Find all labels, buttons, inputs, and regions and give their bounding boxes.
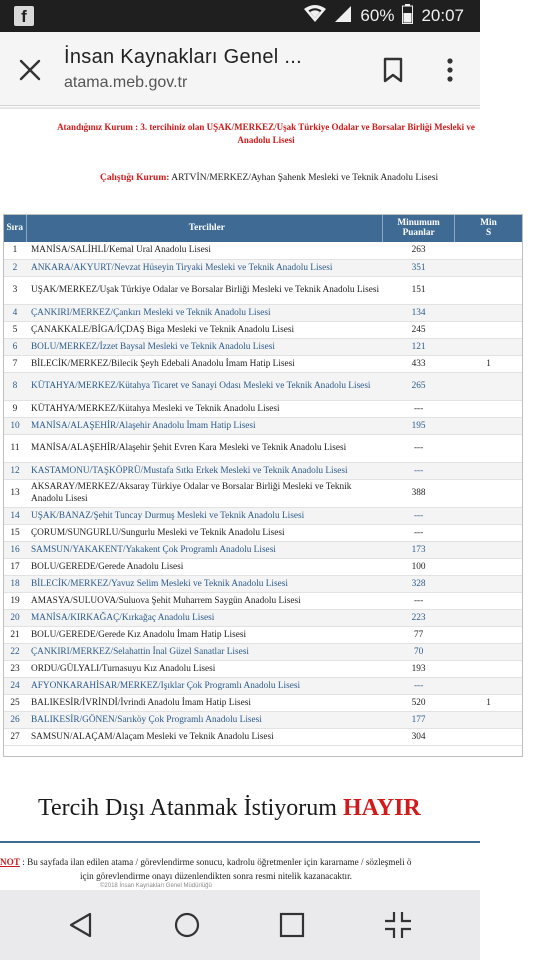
wifi-icon <box>304 5 326 28</box>
header-extra <box>455 214 523 242</box>
back-button[interactable] <box>64 907 100 943</box>
row-min-puan: 223 <box>383 609 455 626</box>
status-bar <box>0 0 480 32</box>
row-tercih[interactable]: KASTAMONU/TAŞKÖPRÜ/Mustafa Sıtkı Erkek Mesleki ve Teknik Anadolu Lisesi <box>27 462 383 479</box>
table-row <box>3 259 523 276</box>
table-row <box>3 462 523 479</box>
row-extra <box>455 541 523 558</box>
row-tercih: UŞAK/MERKEZ/Uşak Türkiye Odalar ve Borsalar Birliği Mesleki ve Teknik Anadolu Lisesi <box>27 276 383 304</box>
table-row <box>3 242 523 259</box>
row-sira: 5 <box>3 321 27 338</box>
note-divider <box>0 841 480 843</box>
table-row <box>3 728 523 745</box>
row-extra <box>455 276 523 304</box>
row-min-puan: 520 <box>383 694 455 711</box>
bookmark-icon <box>378 54 408 86</box>
working-institution <box>100 173 438 183</box>
row-tercih: BALIKESİR/İVRİNDİ/İvrindi Anadolu İmam Hatip Lisesi <box>27 694 383 711</box>
row-sira: 3 <box>3 276 27 304</box>
table-row <box>3 643 523 660</box>
row-min-puan: 195 <box>383 417 455 434</box>
row-tercih[interactable]: KÜTAHYA/MERKEZ/Kütahya Ticaret ve Sanayi Odası Mesleki ve Teknik Anadolu Lisesi <box>27 372 383 400</box>
row-sira: 20 <box>3 609 27 626</box>
row-min-puan: 263 <box>383 242 455 259</box>
header-sira: Sıra <box>3 214 27 242</box>
row-tercih[interactable]: MANİSA/KIRKAĞAÇ/Kırkağaç Anadolu Lisesi <box>27 609 383 626</box>
note <box>0 855 500 883</box>
row-min-puan: --- <box>383 400 455 417</box>
table-row <box>3 321 523 338</box>
row-min-puan: --- <box>383 462 455 479</box>
header-min-puan-line2: Puanlar <box>402 228 435 238</box>
row-extra <box>455 462 523 479</box>
row-tercih: BOLU/GEREDE/Gerede Kız Anadolu İmam Hatip Lisesi <box>27 626 383 643</box>
row-tercih: AKSARAY/MERKEZ/Aksaray Türkiye Odalar ve Borsalar Birliği Mesleki ve Teknik Anadolu Lisesi <box>27 479 383 507</box>
row-extra <box>455 660 523 677</box>
row-extra <box>455 321 523 338</box>
table-row <box>3 338 523 355</box>
row-sira: 15 <box>3 524 27 541</box>
table-row <box>3 434 523 462</box>
back-icon <box>64 907 100 943</box>
row-extra <box>455 400 523 417</box>
row-tercih: BİLECİK/MERKEZ/Bilecik Şeyh Edebali Anadolu İmam Hatip Lisesi <box>27 355 383 372</box>
row-extra <box>455 434 523 462</box>
close-icon <box>14 54 46 86</box>
row-sira: 21 <box>3 626 27 643</box>
note-label: NOT <box>0 857 20 867</box>
home-icon <box>169 907 205 943</box>
row-extra <box>455 677 523 694</box>
tercih-disi-text: Tercih Dışı Atanmak İstiyorum <box>38 795 343 821</box>
bookmark-button[interactable] <box>378 54 408 86</box>
row-tercih: MANİSA/SALİHLİ/Kemal Ural Anadolu Lisesi <box>27 242 383 259</box>
recents-button[interactable] <box>274 907 310 943</box>
row-sira: 16 <box>3 541 27 558</box>
row-sira: 23 <box>3 660 27 677</box>
row-tercih: BOLU/GEREDE/Gerede Anadolu Lisesi <box>27 558 383 575</box>
table-row <box>3 575 523 592</box>
signal-icon <box>334 5 352 28</box>
row-sira: 12 <box>3 462 27 479</box>
table-row <box>3 609 523 626</box>
collapse-button[interactable] <box>380 907 416 943</box>
table-row <box>3 417 523 434</box>
table-row <box>3 558 523 575</box>
row-min-puan: --- <box>383 434 455 462</box>
custom-tab-header <box>0 32 480 106</box>
row-min-puan: 328 <box>383 575 455 592</box>
row-min-puan: 177 <box>383 711 455 728</box>
working-label: Çalıştığı Kurum: <box>100 173 170 183</box>
row-tercih[interactable]: ANKARA/AKYURT/Nevzat Hüseyin Tiryaki Mesleki ve Teknik Anadolu Lisesi <box>27 259 383 276</box>
more-options-button[interactable] <box>436 54 464 86</box>
note-line-1: : Bu sayfada ilan edilen atama / görevlendirme sonucu, kadrolu öğretmenler için kararname / sözleşmeli ö <box>19 857 412 867</box>
page-content[interactable] <box>0 107 497 890</box>
tercih-disi-statement <box>38 795 558 822</box>
row-min-puan: 193 <box>383 660 455 677</box>
row-tercih[interactable]: BALIKESİR/GÖNEN/Sarıköy Çok Programlı Anadolu Lisesi <box>27 711 383 728</box>
navigation-bar <box>0 890 480 960</box>
row-min-puan: 433 <box>383 355 455 372</box>
row-tercih: MANİSA/ALAŞEHİR/Alaşehir Şehit Evren Kara Mesleki ve Teknik Anadolu Lisesi <box>27 434 383 462</box>
home-button[interactable] <box>169 907 205 943</box>
row-extra <box>455 592 523 609</box>
preferences-table <box>3 214 523 746</box>
facebook-icon: f <box>14 6 34 26</box>
table-row <box>3 694 523 711</box>
row-sira: 24 <box>3 677 27 694</box>
row-extra <box>455 304 523 321</box>
row-extra: 1 <box>455 694 523 711</box>
header-min-puan-line1: Minumum <box>397 218 440 228</box>
table-row <box>3 400 523 417</box>
table-body <box>3 242 523 745</box>
row-extra <box>455 479 523 507</box>
row-min-puan: 134 <box>383 304 455 321</box>
row-sira: 18 <box>3 575 27 592</box>
row-sira: 9 <box>3 400 27 417</box>
row-extra <box>455 711 523 728</box>
row-sira: 6 <box>3 338 27 355</box>
row-min-puan: 100 <box>383 558 455 575</box>
row-sira: 8 <box>3 372 27 400</box>
row-extra <box>455 524 523 541</box>
row-min-puan: 245 <box>383 321 455 338</box>
copyright: ©2018 İnsan Kaynakları Genel Müdürlüğü <box>100 883 212 889</box>
row-sira: 22 <box>3 643 27 660</box>
table-row <box>3 711 523 728</box>
table-row <box>3 677 523 694</box>
row-extra <box>455 507 523 524</box>
row-extra <box>455 242 523 259</box>
row-min-puan: --- <box>383 592 455 609</box>
row-extra <box>455 558 523 575</box>
battery-percent: 60% <box>360 6 395 25</box>
note-line-2: için görevlendirme onayı düzenlendikten sonra resmi nitelik kazanacaktır. <box>80 871 352 881</box>
row-sira: 26 <box>3 711 27 728</box>
row-min-puan: --- <box>383 524 455 541</box>
row-tercih: ÇANAKKALE/BİGA/İÇDAŞ Biga Mesleki ve Teknik Anadolu Lisesi <box>27 321 383 338</box>
row-min-puan: 265 <box>383 372 455 400</box>
row-tercih: KÜTAHYA/MERKEZ/Kütahya Mesleki ve Teknik Anadolu Lisesi <box>27 400 383 417</box>
recents-icon <box>274 907 310 943</box>
row-tercih: SAMSUN/ALAÇAM/Alaçam Mesleki ve Teknik Anadolu Lisesi <box>27 728 383 745</box>
header-extra-line1: Min <box>480 218 497 228</box>
row-sira: 27 <box>3 728 27 745</box>
row-sira: 1 <box>3 242 27 259</box>
title-block <box>64 46 364 92</box>
row-sira: 10 <box>3 417 27 434</box>
clock: 20:07 <box>421 6 464 25</box>
row-tercih: ÇORUM/SUNGURLU/Sungurlu Mesleki ve Teknik Anadolu Lisesi <box>27 524 383 541</box>
row-tercih[interactable]: SAMSUN/YAKAKENT/Yakakent Çok Programlı Anadolu Lisesi <box>27 541 383 558</box>
header-tercihler: Tercihler <box>27 214 383 242</box>
page-url: atama.meb.gov.tr <box>64 74 188 91</box>
row-sira: 14 <box>3 507 27 524</box>
row-extra <box>455 259 523 276</box>
more-vert-icon <box>436 54 464 86</box>
table-row <box>3 626 523 643</box>
top-divider <box>0 107 480 109</box>
header-extra-line2: S <box>485 228 492 238</box>
row-sira: 7 <box>3 355 27 372</box>
assigned-line-1: Atandığınız Kurum : 3. tercihiniz olan UŞAK/MERKEZ/Uşak Türkiye Odalar ve Borsalar Birliği Mesleki ve <box>57 122 475 132</box>
table-row <box>3 479 523 507</box>
row-sira: 11 <box>3 434 27 462</box>
row-sira: 13 <box>3 479 27 507</box>
row-min-puan: 70 <box>383 643 455 660</box>
row-extra <box>455 417 523 434</box>
tercih-disi-answer: HAYIR <box>342 795 421 821</box>
row-min-puan: 351 <box>383 259 455 276</box>
row-min-puan: 77 <box>383 626 455 643</box>
page-title: İnsan Kaynakları Genel ... <box>64 46 302 68</box>
table-row <box>3 592 523 609</box>
row-extra: 1 <box>455 355 523 372</box>
row-min-puan: --- <box>383 677 455 694</box>
assigned-line-2: Anadolu Lisesi <box>237 135 295 145</box>
row-tercih[interactable]: UŞAK/BANAZ/Şehit Tuncay Durmuş Mesleki ve Teknik Anadolu Lisesi <box>27 507 383 524</box>
row-sira: 19 <box>3 592 27 609</box>
table-row <box>3 304 523 321</box>
table-row <box>3 524 523 541</box>
battery-icon <box>402 4 413 29</box>
row-extra <box>455 338 523 355</box>
table-row <box>3 276 523 304</box>
row-min-puan: --- <box>383 507 455 524</box>
row-extra <box>455 609 523 626</box>
row-extra <box>455 575 523 592</box>
row-sira: 25 <box>3 694 27 711</box>
collapse-icon <box>380 907 416 943</box>
row-tercih: ORDU/GÜLYALI/Turnasuyu Kız Anadolu Lisesi <box>27 660 383 677</box>
row-sira: 2 <box>3 259 27 276</box>
table-row <box>3 660 523 677</box>
row-sira: 17 <box>3 558 27 575</box>
row-min-puan: 173 <box>383 541 455 558</box>
working-value: ARTVİN/MERKEZ/Ayhan Şahenk Mesleki ve Teknik Anadolu Lisesi <box>169 173 439 183</box>
row-extra <box>455 643 523 660</box>
row-tercih[interactable]: BOLU/MERKEZ/İzzet Baysal Mesleki ve Teknik Anadolu Lisesi <box>27 338 383 355</box>
row-min-puan: 151 <box>383 276 455 304</box>
header-min-puan <box>383 214 455 242</box>
row-sira: 4 <box>3 304 27 321</box>
row-tercih[interactable]: MANİSA/ALAŞEHİR/Alaşehir Anadolu İmam Hatip Lisesi <box>27 417 383 434</box>
row-extra <box>455 626 523 643</box>
status-bar-right <box>304 0 464 32</box>
assigned-institution <box>6 121 526 147</box>
table-row <box>3 355 523 372</box>
row-min-puan: 121 <box>383 338 455 355</box>
table-row <box>3 372 523 400</box>
row-tercih[interactable]: AFYONKARAHİSAR/MERKEZ/Işıklar Çok Programlı Anadolu Lisesi <box>27 677 383 694</box>
row-tercih[interactable]: ÇANKIRI/MERKEZ/Çankırı Mesleki ve Teknik Anadolu Lisesi <box>27 304 383 321</box>
table-header-row <box>3 214 523 242</box>
close-button[interactable] <box>14 54 46 86</box>
table-row <box>3 507 523 524</box>
row-tercih[interactable]: ÇANKIRI/MERKEZ/Selahattin İnal Güzel Sanatlar Lisesi <box>27 643 383 660</box>
row-tercih: AMASYA/SULUOVA/Suluova Şehit Muharrem Saygün Anadolu Lisesi <box>27 592 383 609</box>
row-tercih[interactable]: BİLECİK/MERKEZ/Yavuz Selim Mesleki ve Teknik Anadolu Lisesi <box>27 575 383 592</box>
row-extra <box>455 372 523 400</box>
row-min-puan: 388 <box>383 479 455 507</box>
row-extra <box>455 728 523 745</box>
row-min-puan: 304 <box>383 728 455 745</box>
table-row <box>3 541 523 558</box>
